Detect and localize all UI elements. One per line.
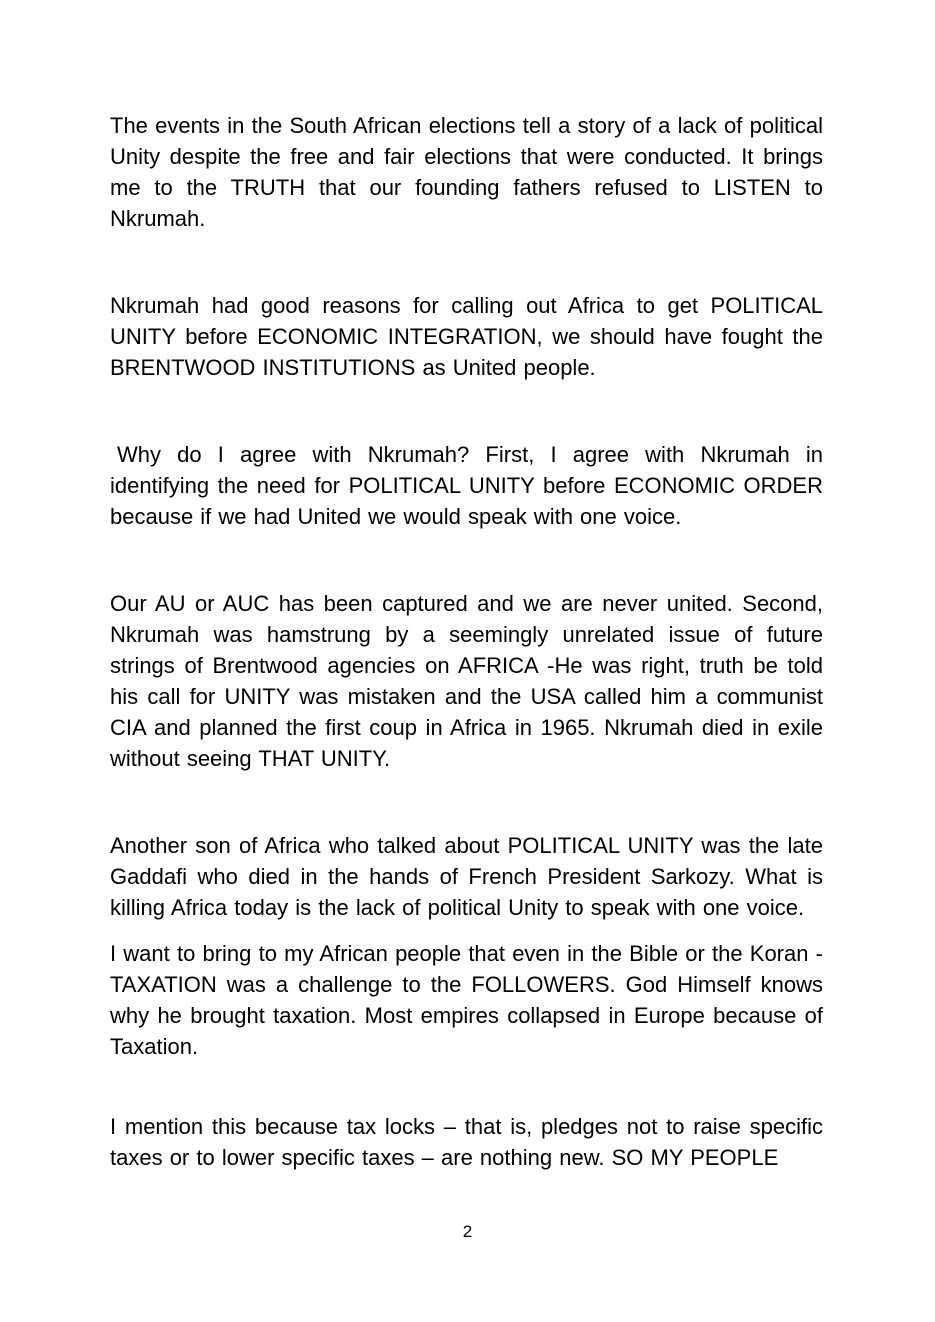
paragraph-3: Why do I agree with Nkrumah? First, I agree with Nkrumah in identifying the need for POLITICAL UNITY before ECONOMIC ORDER because if we had United we would speak with one voice. <box>110 442 823 529</box>
page-number: 2 <box>462 1222 473 1241</box>
paragraph-6: I want to bring to my African people that even in the Bible or the Koran -TAXATION was a challenge to the FOLLOWERS. God Himself knows why he brought taxation. Most empires collapsed in Europe because of Taxation. <box>110 941 823 1059</box>
paragraph-4: Our AU or AUC has been captured and we are never united. Second, Nkrumah was hamstrung by a seemingly unrelated issue of future strings of Brentwood agencies on AFRICA -He was right, truth be told his call for UNITY was mistaken and the USA called him a communist CIA and planned the first coup in Africa in 1965. Nkrumah died in exile without seeing THAT UNITY. <box>110 591 823 771</box>
paragraph-2: Nkrumah had good reasons for calling out Africa to get POLITICAL UNITY before ECONOMIC INTEGRATION, we should have fought the BRENTWOOD INSTITUTIONS as United people. <box>110 293 823 380</box>
paragraph-5: Another son of Africa who talked about POLITICAL UNITY was the late Gaddafi who died in the hands of French President Sarkozy. What is killing Africa today is the lack of political Unity to speak with one voice. <box>110 833 823 920</box>
paragraph-7: I mention this because tax locks – that is, pledges not to raise specific taxes or to lower specific taxes – are nothing new. SO MY PEOPLE <box>110 1114 823 1170</box>
document-body-text <box>110 110 823 1173</box>
paragraph-1: The events in the South African elections tell a story of a lack of political Unity despite the free and fair elections that were conducted. It brings me to the TRUTH that our founding fathers refused to LISTEN to Nkrumah. <box>110 113 823 231</box>
